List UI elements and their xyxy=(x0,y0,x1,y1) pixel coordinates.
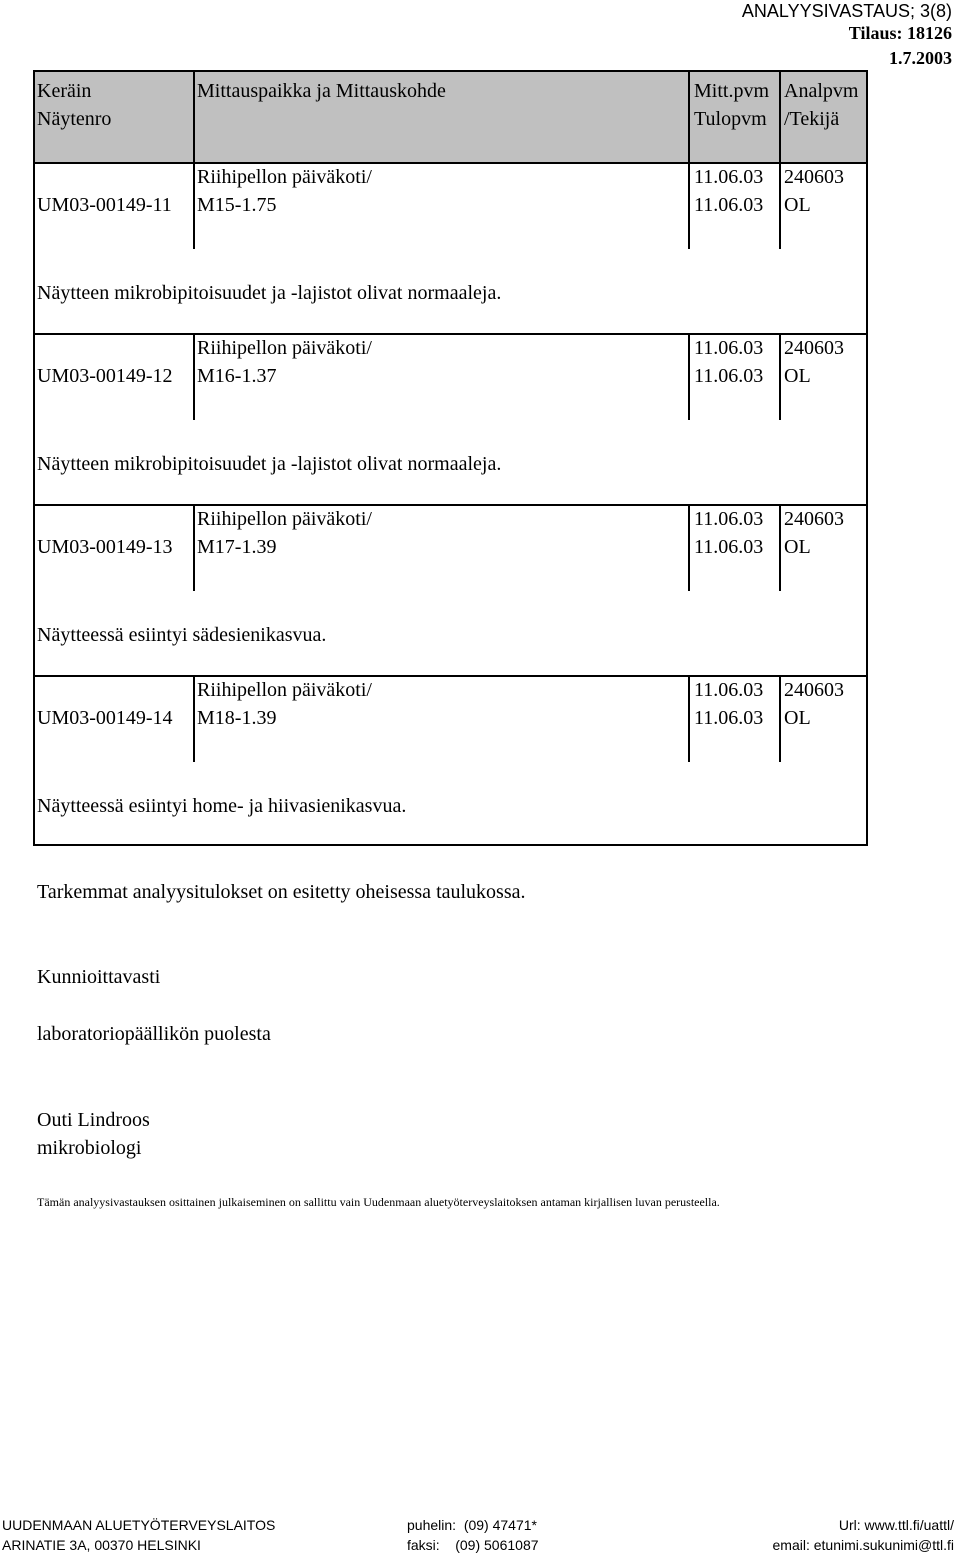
row-analysed-date: 240603 xyxy=(784,166,844,188)
footer-fax: faksi: (09) 5061087 xyxy=(407,1537,539,1553)
row-sample-id: UM03-00149-11 xyxy=(37,194,172,216)
order-number: Tilaus: 18126 xyxy=(848,23,952,43)
report-title: ANALYYSIVASTAUS; xyxy=(741,1,915,21)
row-analysed-date: 240603 xyxy=(784,679,844,701)
signer-title: mikrobiologi xyxy=(37,1137,142,1159)
row-place: Riihipellon päiväkoti/ xyxy=(197,679,372,701)
row-sample-id: UM03-00149-12 xyxy=(37,365,173,387)
col-analyst-label: /Tekijä xyxy=(784,108,840,130)
signer-name: Outi Lindroos xyxy=(37,1109,150,1131)
row-analysed-date: 240603 xyxy=(784,508,844,530)
report-date: 1.7.2003 xyxy=(889,48,952,68)
row-sample-id: UM03-00149-13 xyxy=(37,536,173,558)
row-received-date: 11.06.03 xyxy=(694,365,764,387)
row-analyst: OL xyxy=(784,536,811,558)
closing-regards: Kunnioittavasti xyxy=(37,966,161,988)
page-number: 3(8) xyxy=(919,1,952,21)
footer-phone: puhelin: (09) 47471* xyxy=(407,1517,537,1533)
footer-url: Url: www.ttl.fi/uattl/ xyxy=(838,1517,954,1533)
row-analysed-date: 240603 xyxy=(784,337,844,359)
row-place: Riihipellon päiväkoti/ xyxy=(197,166,372,188)
report-title-line xyxy=(742,0,952,22)
row-received-date: 11.06.03 xyxy=(694,707,764,729)
row-place: Riihipellon päiväkoti/ xyxy=(197,337,372,359)
publication-disclaimer: Tämän analyysivastauksen osittainen julkaiseminen on sallittu vain Uudenmaan aluetyöterveyslaitoksen antaman kirjallisen luvan perusteella. xyxy=(37,1195,720,1209)
row-analyst: OL xyxy=(784,707,811,729)
details-paragraph: Tarkemmat analyysitulokset on esitetty oheisessa taulukossa. xyxy=(37,881,526,903)
footer-email: email: etunimi.sukunimi@ttl.fi xyxy=(772,1537,954,1553)
row-point: M18-1.39 xyxy=(197,707,277,729)
row-point: M15-1.75 xyxy=(197,194,277,216)
col-sample-number-label: Näytenro xyxy=(37,108,112,130)
col-collector-label: Keräin xyxy=(37,80,92,102)
row-remark: Näytteessä esiintyi sädesienikasvua. xyxy=(37,624,327,646)
footer-address: ARINATIE 3A, 00370 HELSINKI xyxy=(2,1537,201,1553)
row-measured-date: 11.06.03 xyxy=(694,679,764,701)
row-point: M17-1.39 xyxy=(197,536,277,558)
row-remark: Näytteessä esiintyi home- ja hiivasienikasvua. xyxy=(37,795,407,817)
row-measured-date: 11.06.03 xyxy=(694,166,764,188)
col-location-label: Mittauspaikka ja Mittauskohde xyxy=(197,80,446,102)
row-place: Riihipellon päiväkoti/ xyxy=(197,508,372,530)
row-received-date: 11.06.03 xyxy=(694,536,764,558)
row-measured-date: 11.06.03 xyxy=(694,508,764,530)
row-sample-id: UM03-00149-14 xyxy=(37,707,173,729)
row-analyst: OL xyxy=(784,365,811,387)
col-received-label: Tulopvm xyxy=(694,108,767,130)
row-received-date: 11.06.03 xyxy=(694,194,764,216)
col-measured-label: Mitt.pvm xyxy=(694,80,770,102)
row-point: M16-1.37 xyxy=(197,365,277,387)
row-remark: Näytteen mikrobipitoisuudet ja -lajistot olivat normaaleja. xyxy=(37,282,502,304)
col-analysed-label: Analpvm xyxy=(784,80,859,102)
row-remark: Näytteen mikrobipitoisuudet ja -lajistot olivat normaaleja. xyxy=(37,453,502,475)
row-analyst: OL xyxy=(784,194,811,216)
row-measured-date: 11.06.03 xyxy=(694,337,764,359)
footer-organization: UUDENMAAN ALUETYÖTERVEYSLAITOS xyxy=(2,1517,276,1533)
on-behalf-line: laboratoriopäällikön puolesta xyxy=(37,1023,271,1045)
